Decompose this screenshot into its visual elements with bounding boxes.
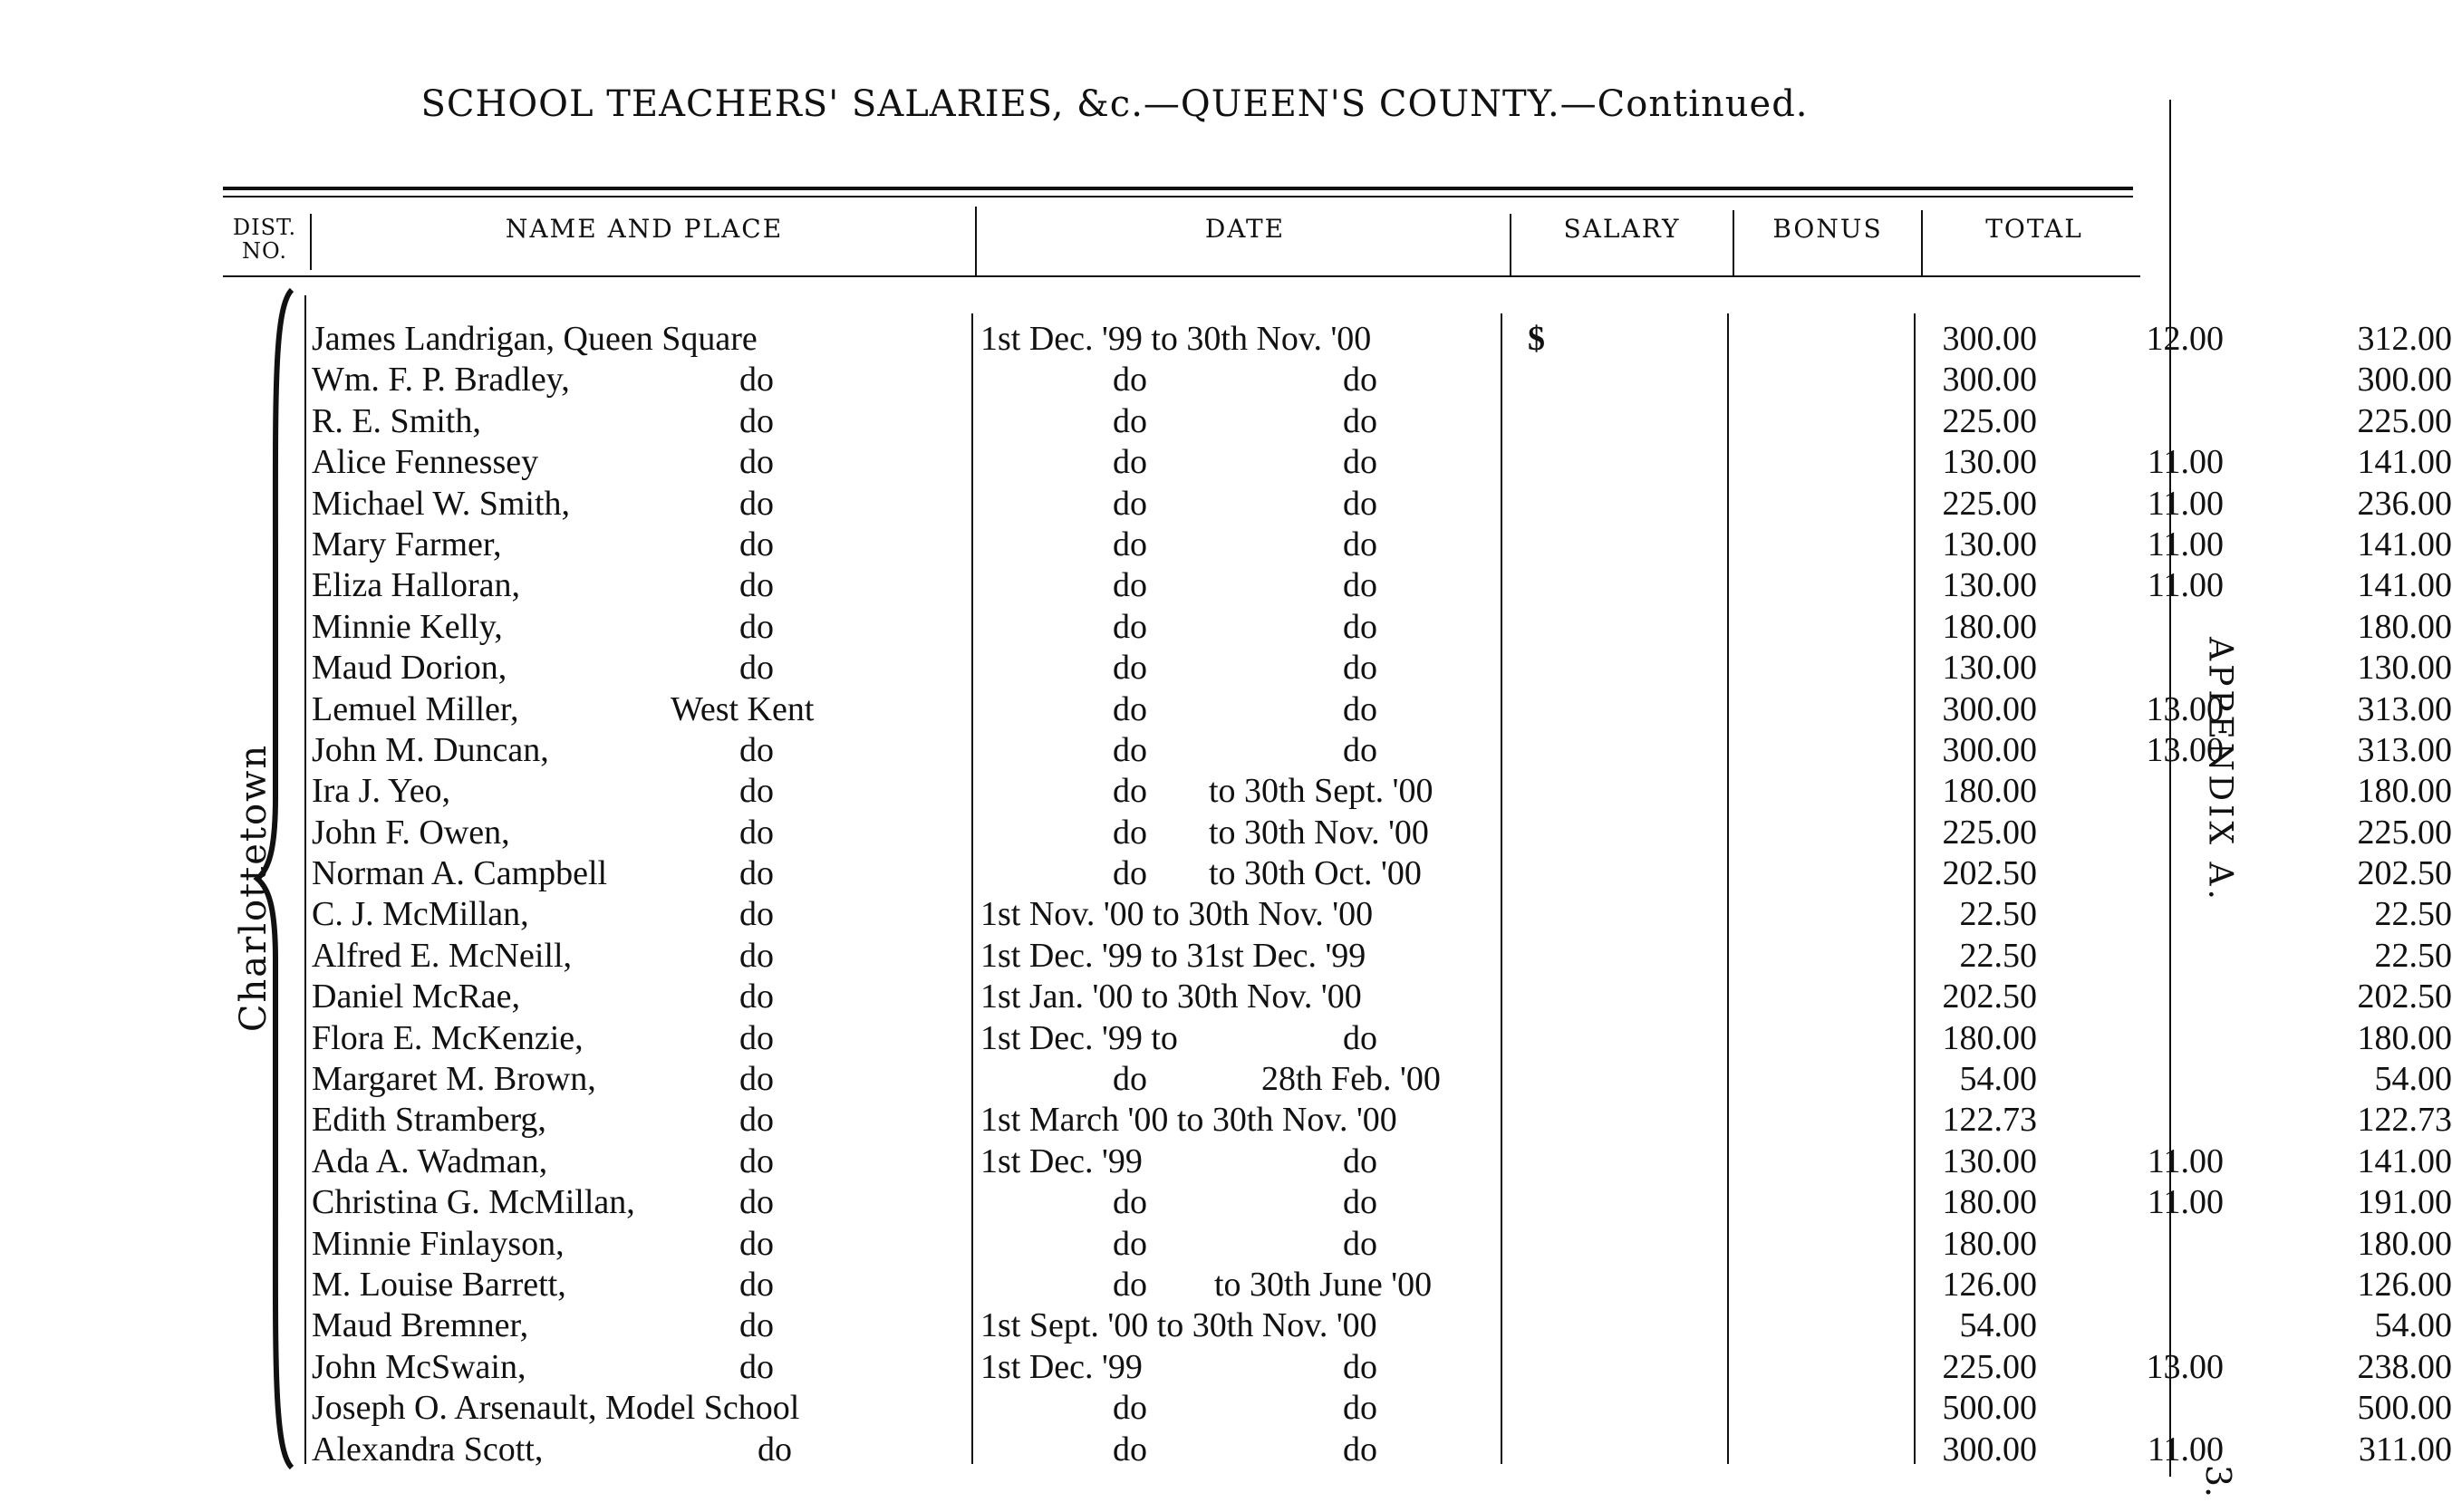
date-from: do (1113, 525, 1147, 563)
table-row (308, 1182, 2452, 1223)
teacher-name: Ada A. Wadman, (312, 1141, 548, 1180)
salary-value: 225.00 (1942, 813, 2037, 852)
teacher-name: Flora E. McKenzie, (312, 1018, 584, 1057)
date-from: 1st Dec. '99 to 31st Dec. '99 (980, 936, 1366, 975)
salary-value: 300.00 (1942, 730, 2037, 769)
teacher-name: Alice Fennessey (312, 443, 539, 482)
date-to: do (1343, 361, 1377, 400)
date-to: do (1343, 1224, 1377, 1263)
date-to: do (1343, 443, 1377, 482)
date-to: do (1343, 689, 1377, 728)
date-to: do (1343, 649, 1377, 688)
teacher-name: Maud Bremner, (312, 1306, 529, 1345)
date-to: to 30th Nov. '00 (1209, 813, 1429, 852)
total-value: 141.00 (2357, 1141, 2452, 1180)
date-from: do (1113, 361, 1147, 400)
table-row (308, 319, 2452, 360)
date-to: to 30th Oct. '00 (1209, 854, 1422, 893)
header-salary: SALARY (1563, 214, 1681, 244)
date-to: do (1343, 1389, 1377, 1428)
teacher-place: do (739, 854, 774, 893)
total-value: 22.50 (2374, 936, 2452, 975)
salary-value: 300.00 (1942, 1430, 2037, 1469)
teacher-name: John M. Duncan, (312, 730, 549, 769)
salary-value: 130.00 (1942, 443, 2037, 482)
bonus-value: 11.00 (2147, 566, 2224, 605)
teacher-name: Michael W. Smith, (312, 484, 570, 523)
teacher-place: do (739, 936, 774, 975)
header-sep-3 (1510, 214, 1511, 275)
salary-value: 130.00 (1942, 525, 2037, 563)
total-value: 236.00 (2357, 484, 2452, 523)
header-name-and-place: NAME AND PLACE (505, 214, 784, 244)
salary-value: 300.00 (1942, 689, 2037, 728)
date-to: do (1343, 607, 1377, 646)
page-number-text: 3. (2198, 1464, 2238, 1498)
total-value: 202.50 (2357, 978, 2452, 1016)
appendix-label (2184, 634, 2256, 906)
date-from: do (1113, 401, 1147, 440)
salary-value: 225.00 (1942, 484, 2037, 523)
teacher-place: do (758, 1430, 792, 1469)
table-row (308, 689, 2452, 730)
header-sep-1 (310, 214, 312, 270)
teacher-place: do (739, 1101, 774, 1140)
date-to: to 30th Sept. '00 (1209, 772, 1434, 811)
date-from: do (1113, 649, 1147, 688)
date-from: 1st Jan. '00 to 30th Nov. '00 (980, 978, 1362, 1016)
total-value: 225.00 (2357, 401, 2452, 440)
table-row (308, 977, 2452, 1017)
date-from: 1st Dec. '99 to (980, 1018, 1178, 1057)
teacher-place: do (739, 525, 774, 563)
total-value: 180.00 (2357, 1224, 2452, 1263)
teacher-name: Alexandra Scott, (312, 1430, 544, 1469)
header-sep-5 (1921, 210, 1923, 275)
bonus-value: 11.00 (2147, 1183, 2224, 1222)
salary-value: 180.00 (1942, 772, 2037, 811)
date-to: do (1343, 1347, 1377, 1386)
table-row (308, 1347, 2452, 1388)
salary-value: 130.00 (1942, 1141, 2037, 1180)
total-value: 238.00 (2357, 1347, 2452, 1386)
date-to: do (1343, 1018, 1377, 1057)
date-from: do (1113, 1389, 1147, 1428)
total-value: 313.00 (2357, 689, 2452, 728)
teacher-place: do (739, 1141, 774, 1180)
teacher-name: Minnie Finlayson, (312, 1224, 565, 1263)
teacher-name: Alfred E. McNeill, (312, 936, 573, 975)
bonus-value: 11.00 (2147, 484, 2224, 523)
salary-value: 54.00 (1959, 1060, 2037, 1099)
bonus-value: 11.00 (2147, 1430, 2224, 1469)
teacher-place: do (739, 1183, 774, 1222)
date-from: do (1113, 854, 1147, 893)
table-row (308, 607, 2452, 648)
total-value: 180.00 (2357, 772, 2452, 811)
date-from: 1st Sept. '00 to 30th Nov. '00 (980, 1306, 1377, 1345)
teacher-name: John F. Owen, (312, 813, 510, 852)
date-from: do (1113, 607, 1147, 646)
date-from: do (1113, 689, 1147, 728)
total-value: 311.00 (2358, 1430, 2452, 1469)
date-from: do (1113, 730, 1147, 769)
total-value: 202.50 (2357, 854, 2452, 893)
table-row (308, 525, 2452, 565)
total-value: 500.00 (2357, 1389, 2452, 1428)
teacher-name: Margaret M. Brown, (312, 1060, 596, 1099)
page-title: SCHOOL TEACHERS' SALARIES, &c.—QUEEN'S COUNTY.—Continued. (420, 83, 1809, 125)
salary-value: 300.00 (1942, 320, 2037, 358)
total-value: 180.00 (2357, 1018, 2452, 1057)
teacher-name: Daniel McRae, (312, 978, 521, 1016)
salary-value: 300.00 (1942, 361, 2037, 400)
salary-value: 180.00 (1942, 607, 2037, 646)
teacher-place: do (739, 484, 774, 523)
top-rule-thin (223, 196, 2133, 197)
bonus-value: 13.00 (2146, 689, 2224, 728)
date-to: do (1343, 1430, 1377, 1469)
date-from: do (1113, 772, 1147, 811)
teacher-place: do (739, 649, 774, 688)
date-from: do (1113, 1430, 1147, 1469)
teacher-place: do (739, 1018, 774, 1057)
total-value: 180.00 (2357, 607, 2452, 646)
date-from: 1st March '00 to 30th Nov. '00 (980, 1101, 1397, 1140)
teacher-name: C. J. McMillan, (312, 895, 529, 934)
date-from: do (1113, 443, 1147, 482)
header-dist-line1: DIST. (232, 215, 297, 240)
table-row (308, 360, 2452, 400)
table-row (308, 1305, 2452, 1346)
date-from: 1st Dec. '99 (980, 1141, 1143, 1180)
bonus-value: 13.00 (2146, 730, 2224, 769)
dollar-sign: $ (1528, 320, 1545, 358)
district-name: Charlottetown (233, 743, 275, 1033)
teacher-place: do (739, 1306, 774, 1345)
table-row (308, 1018, 2452, 1059)
table-row (308, 1430, 2452, 1470)
teacher-name: Lemuel Miller, (312, 689, 519, 728)
teacher-name: Wm. F. P. Bradley, (312, 361, 570, 400)
table-row (308, 730, 2452, 771)
date-to: to 30th June '00 (1214, 1265, 1433, 1304)
teacher-name: Joseph O. Arsenault, Model School (312, 1389, 800, 1428)
right-margin-rule (2169, 100, 2171, 1477)
header-sep-2 (975, 207, 977, 275)
salary-value: 500.00 (1942, 1389, 2037, 1428)
table-row (308, 894, 2452, 935)
bonus-value: 11.00 (2147, 1141, 2224, 1180)
date-from: do (1113, 1265, 1147, 1304)
teacher-place: do (739, 1265, 774, 1304)
total-value: 141.00 (2357, 525, 2452, 563)
bonus-value: 11.00 (2147, 443, 2224, 482)
table-row (308, 565, 2452, 606)
salary-value: 122.73 (1942, 1101, 2037, 1140)
teacher-name: Maud Dorion, (312, 649, 507, 688)
teacher-name: Ira J. Yeo, (312, 772, 451, 811)
header-rule (223, 275, 2140, 277)
district-label (217, 743, 290, 1033)
salary-value: 202.50 (1942, 854, 2037, 893)
table-row (308, 936, 2452, 977)
teacher-place: West Kent (671, 689, 815, 728)
total-value: 130.00 (2357, 649, 2452, 688)
salary-value: 180.00 (1942, 1224, 2037, 1263)
total-value: 225.00 (2357, 813, 2452, 852)
salary-value: 225.00 (1942, 401, 2037, 440)
date-from: do (1113, 1224, 1147, 1263)
table-row (308, 813, 2452, 853)
header-total: TOTAL (1985, 214, 2083, 244)
date-to: do (1343, 484, 1377, 523)
teacher-place: do (739, 772, 774, 811)
teacher-place: do (739, 443, 774, 482)
teacher-place: do (739, 566, 774, 605)
total-value: 313.00 (2357, 730, 2452, 769)
total-value: 141.00 (2357, 443, 2452, 482)
salary-value: 54.00 (1959, 1306, 2037, 1345)
bonus-value: 12.00 (2146, 320, 2224, 358)
date-to: do (1343, 566, 1377, 605)
teacher-place: do (739, 1060, 774, 1099)
salary-value: 130.00 (1942, 566, 2037, 605)
header-sep-4 (1733, 210, 1734, 275)
teacher-place: do (739, 361, 774, 400)
bonus-value: 13.00 (2146, 1347, 2224, 1386)
teacher-name: R. E. Smith, (312, 401, 481, 440)
teacher-place: do (739, 401, 774, 440)
header-dist-no (221, 216, 308, 263)
header-bonus: BONUS (1772, 214, 1883, 244)
table-row (308, 401, 2452, 442)
teacher-place: do (739, 607, 774, 646)
date-to: 28th Feb. '00 (1261, 1060, 1441, 1099)
salary-value: 130.00 (1942, 649, 2037, 688)
total-value: 54.00 (2374, 1306, 2452, 1345)
teacher-name: James Landrigan, Queen Square (312, 320, 758, 358)
teacher-name: M. Louise Barrett, (312, 1265, 566, 1304)
top-rule-thick (223, 187, 2133, 190)
date-to: do (1343, 730, 1377, 769)
teacher-name: Eliza Halloran, (312, 566, 521, 605)
total-value: 300.00 (2357, 361, 2452, 400)
teacher-place: do (739, 1224, 774, 1263)
salary-value: 126.00 (1942, 1265, 2037, 1304)
table-row (308, 1265, 2452, 1305)
table-row (308, 648, 2452, 689)
total-value: 122.73 (2357, 1101, 2452, 1140)
table-row (308, 853, 2452, 894)
header-date: DATE (1204, 214, 1286, 244)
salary-value: 180.00 (1942, 1183, 2037, 1222)
total-value: 22.50 (2374, 895, 2452, 934)
date-to: do (1343, 1183, 1377, 1222)
teacher-name: Christina G. McMillan, (312, 1183, 635, 1222)
teacher-name: Mary Farmer, (312, 525, 502, 563)
date-from: do (1113, 566, 1147, 605)
date-from: do (1113, 1060, 1147, 1099)
teacher-place: do (739, 978, 774, 1016)
table-row (308, 1100, 2452, 1141)
total-value: 312.00 (2357, 320, 2452, 358)
date-to: do (1343, 1141, 1377, 1180)
total-value: 141.00 (2357, 566, 2452, 605)
teacher-name: Norman A. Campbell (312, 854, 608, 893)
teacher-name: John McSwain, (312, 1347, 526, 1386)
table-row (308, 1224, 2452, 1265)
page-number (2191, 1459, 2245, 1504)
table-row (308, 1059, 2452, 1100)
salary-value: 225.00 (1942, 1347, 2037, 1386)
teacher-place: do (739, 813, 774, 852)
bonus-value: 11.00 (2147, 525, 2224, 563)
date-to: do (1343, 525, 1377, 563)
salary-value: 22.50 (1959, 936, 2037, 975)
teacher-place: do (739, 895, 774, 934)
date-to: do (1343, 401, 1377, 440)
table-row (308, 484, 2452, 525)
total-value: 126.00 (2357, 1265, 2452, 1304)
table-row (308, 771, 2452, 812)
teacher-place: do (739, 730, 774, 769)
date-from: 1st Dec. '99 (980, 1347, 1143, 1386)
date-from: do (1113, 484, 1147, 523)
table-row (308, 1141, 2452, 1182)
teacher-name: Minnie Kelly, (312, 607, 503, 646)
salary-value: 202.50 (1942, 978, 2037, 1016)
date-from: 1st Nov. '00 to 30th Nov. '00 (980, 895, 1374, 934)
header-dist-line2: NO. (242, 238, 287, 264)
table-row (308, 442, 2452, 483)
teacher-place: do (739, 1347, 774, 1386)
total-value: 191.00 (2357, 1183, 2452, 1222)
date-from: 1st Dec. '99 to 30th Nov. '00 (980, 320, 1372, 358)
date-from: do (1113, 813, 1147, 852)
total-value: 54.00 (2374, 1060, 2452, 1099)
table-row (308, 1388, 2452, 1429)
salary-value: 22.50 (1959, 895, 2037, 934)
appendix-text: APPENDIX A. (2201, 637, 2239, 903)
date-from: do (1113, 1183, 1147, 1222)
teacher-name: Edith Stramberg, (312, 1101, 546, 1140)
salary-value: 180.00 (1942, 1018, 2037, 1057)
